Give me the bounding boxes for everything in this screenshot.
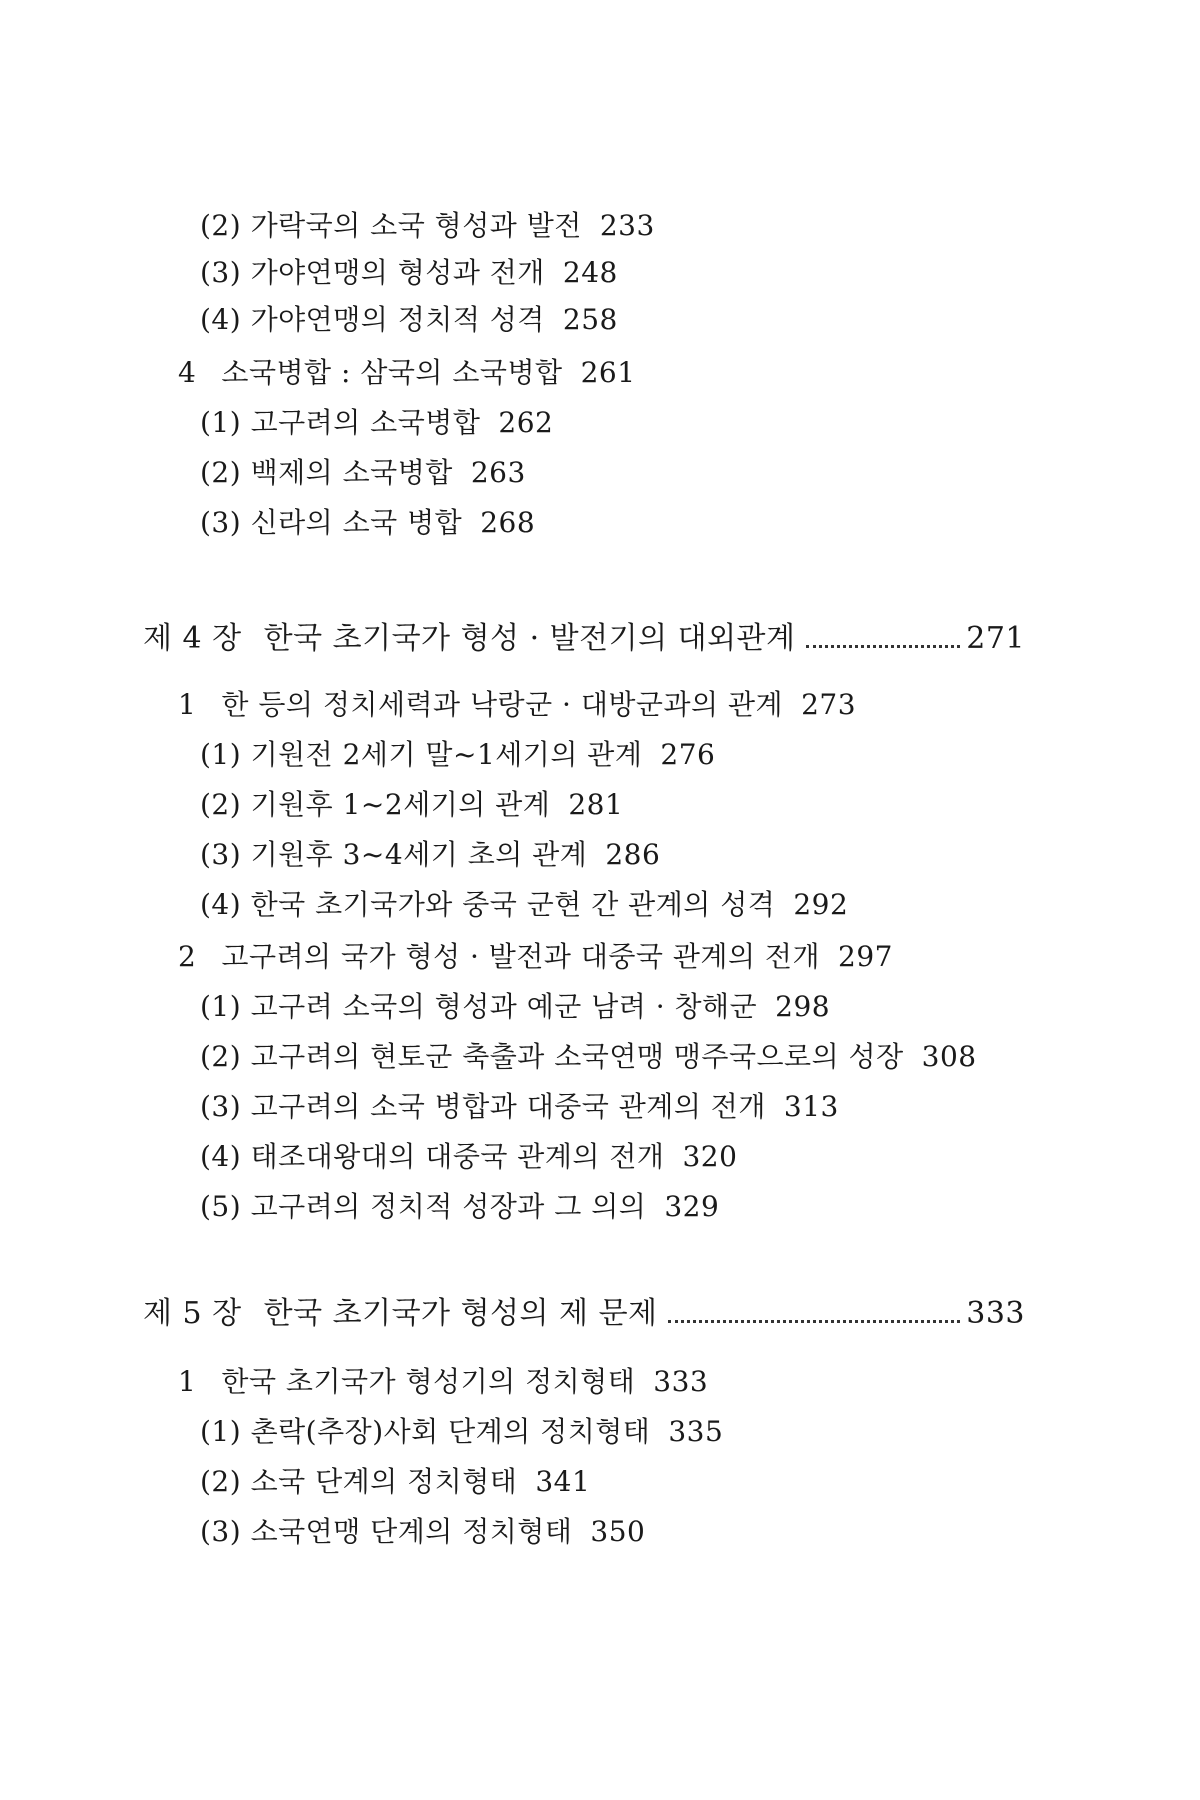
entry-page: 281 — [568, 788, 624, 821]
toc-entry-sub — [200, 1040, 977, 1074]
toc-entry-sub — [200, 506, 535, 540]
toc-entry-sub — [200, 738, 715, 772]
entry-title: 고구려의 소국 병합과 대중국 관계의 전개 — [250, 1090, 766, 1123]
toc-entry-sub — [200, 456, 526, 490]
entry-number: (4) — [200, 1140, 242, 1173]
toc-entry-sub — [200, 1465, 590, 1499]
toc-entry-section — [178, 688, 856, 722]
entry-title: 기원후 1~2세기의 관계 — [250, 788, 551, 821]
entry-title: 신라의 소국 병합 — [250, 506, 463, 539]
chapter-label: 제 4 장 — [143, 621, 242, 656]
entry-page: 258 — [562, 303, 618, 336]
entry-number: (5) — [200, 1190, 242, 1223]
entry-title: 백제의 소국병합 — [250, 456, 453, 489]
toc-entry-chapter — [143, 622, 1025, 656]
toc-entry-sub — [200, 209, 655, 243]
entry-page: 313 — [783, 1090, 839, 1123]
dot-leader — [806, 644, 961, 648]
entry-title: 소국 단계의 정치형태 — [250, 1465, 518, 1498]
entry-number: (1) — [200, 406, 242, 439]
entry-title: 기원전 2세기 말~1세기의 관계 — [250, 738, 643, 771]
entry-number: (2) — [200, 788, 242, 821]
entry-title: 고구려의 소국병합 — [250, 406, 481, 439]
chapter-page: 333 — [966, 1296, 1025, 1331]
entry-page: 233 — [599, 209, 655, 242]
entry-title: 가야연맹의 정치적 성격 — [250, 303, 545, 336]
entry-number: 4 — [178, 356, 197, 389]
entry-title: 고구려 소국의 형성과 예군 남려 · 창해군 — [250, 990, 758, 1023]
chapter-label: 제 5 장 — [143, 1296, 242, 1331]
entry-number: (3) — [200, 506, 242, 539]
toc-entry-sub — [200, 990, 830, 1024]
entry-title: 소국병합 : 삼국의 소국병합 — [221, 356, 563, 389]
chapter-title: 한국 초기국가 형성 · 발전기의 대외관계 — [263, 621, 796, 656]
entry-page: 292 — [793, 888, 849, 921]
entry-title: 소국연맹 단계의 정치형태 — [250, 1515, 573, 1548]
entry-number: (3) — [200, 1090, 242, 1123]
toc-entry-sub — [200, 303, 618, 337]
entry-page: 276 — [660, 738, 716, 771]
entry-page: 297 — [838, 940, 893, 973]
entry-number: (3) — [200, 838, 242, 871]
toc-entry-sub — [200, 1090, 839, 1124]
dot-leader — [668, 1319, 961, 1323]
toc-entry-sub — [200, 1190, 719, 1224]
toc-entry-sub — [200, 838, 660, 872]
entry-title: 고구려의 정치적 성장과 그 의의 — [250, 1190, 647, 1223]
entry-title: 가락국의 소국 형성과 발전 — [250, 209, 582, 242]
entry-title: 고구려의 현토군 축출과 소국연맹 맹주국으로의 성장 — [250, 1040, 904, 1073]
entry-title: 한국 초기국가와 중국 군현 간 관계의 성격 — [250, 888, 776, 921]
entry-page: 248 — [562, 256, 618, 289]
toc-entry-sub — [200, 1140, 737, 1174]
entry-title: 한 등의 정치세력과 낙랑군 · 대방군과의 관계 — [221, 688, 784, 721]
toc-entry-sub — [200, 1415, 723, 1449]
entry-page: 320 — [682, 1140, 738, 1173]
entry-page: 298 — [775, 990, 831, 1023]
entry-title: 기원후 3~4세기 초의 관계 — [250, 838, 588, 871]
entry-number: (1) — [200, 990, 242, 1023]
entry-number: 1 — [178, 688, 197, 721]
entry-page: 350 — [590, 1515, 646, 1548]
entry-title: 촌락(추장)사회 단계의 정치형태 — [250, 1415, 651, 1448]
chapter-title: 한국 초기국가 형성의 제 문제 — [263, 1296, 658, 1331]
toc-entry-chapter — [143, 1297, 1025, 1331]
toc-entry-sub — [200, 888, 848, 922]
entry-number: (4) — [200, 303, 242, 336]
entry-page: 262 — [498, 406, 554, 439]
chapter-page: 271 — [966, 621, 1025, 656]
entry-title: 태조대왕대의 대중국 관계의 전개 — [250, 1140, 665, 1173]
entry-page: 341 — [535, 1465, 591, 1498]
entry-number: (1) — [200, 738, 242, 771]
entry-number: (3) — [200, 1515, 242, 1548]
entry-page: 286 — [605, 838, 661, 871]
entry-page: 333 — [653, 1365, 709, 1398]
entry-page: 329 — [664, 1190, 720, 1223]
entry-title: 고구려의 국가 형성 · 발전과 대중국 관계의 전개 — [221, 940, 821, 973]
entry-page: 268 — [480, 506, 536, 539]
toc-entry-sub — [200, 788, 623, 822]
entry-number: (2) — [200, 209, 242, 242]
toc-entry-section — [178, 1365, 708, 1399]
entry-title: 가야연맹의 형성과 전개 — [250, 256, 545, 289]
entry-number: (2) — [200, 1465, 242, 1498]
entry-page: 308 — [921, 1040, 977, 1073]
entry-page: 273 — [801, 688, 857, 721]
entry-page: 263 — [470, 456, 526, 489]
entry-page: 335 — [668, 1415, 724, 1448]
toc-entry-section — [178, 356, 636, 390]
entry-page: 261 — [580, 356, 636, 389]
entry-number: 1 — [178, 1365, 197, 1398]
entry-number: (1) — [200, 1415, 242, 1448]
entry-number: 2 — [178, 940, 197, 973]
entry-number: (4) — [200, 888, 242, 921]
toc-entry-sub — [200, 406, 553, 440]
toc-entry-sub — [200, 256, 618, 290]
entry-number: (3) — [200, 256, 242, 289]
entry-title: 한국 초기국가 형성기의 정치형태 — [221, 1365, 636, 1398]
entry-number: (2) — [200, 456, 242, 489]
entry-number: (2) — [200, 1040, 242, 1073]
toc-entry-sub — [200, 1515, 645, 1549]
toc-entry-section — [178, 940, 893, 974]
